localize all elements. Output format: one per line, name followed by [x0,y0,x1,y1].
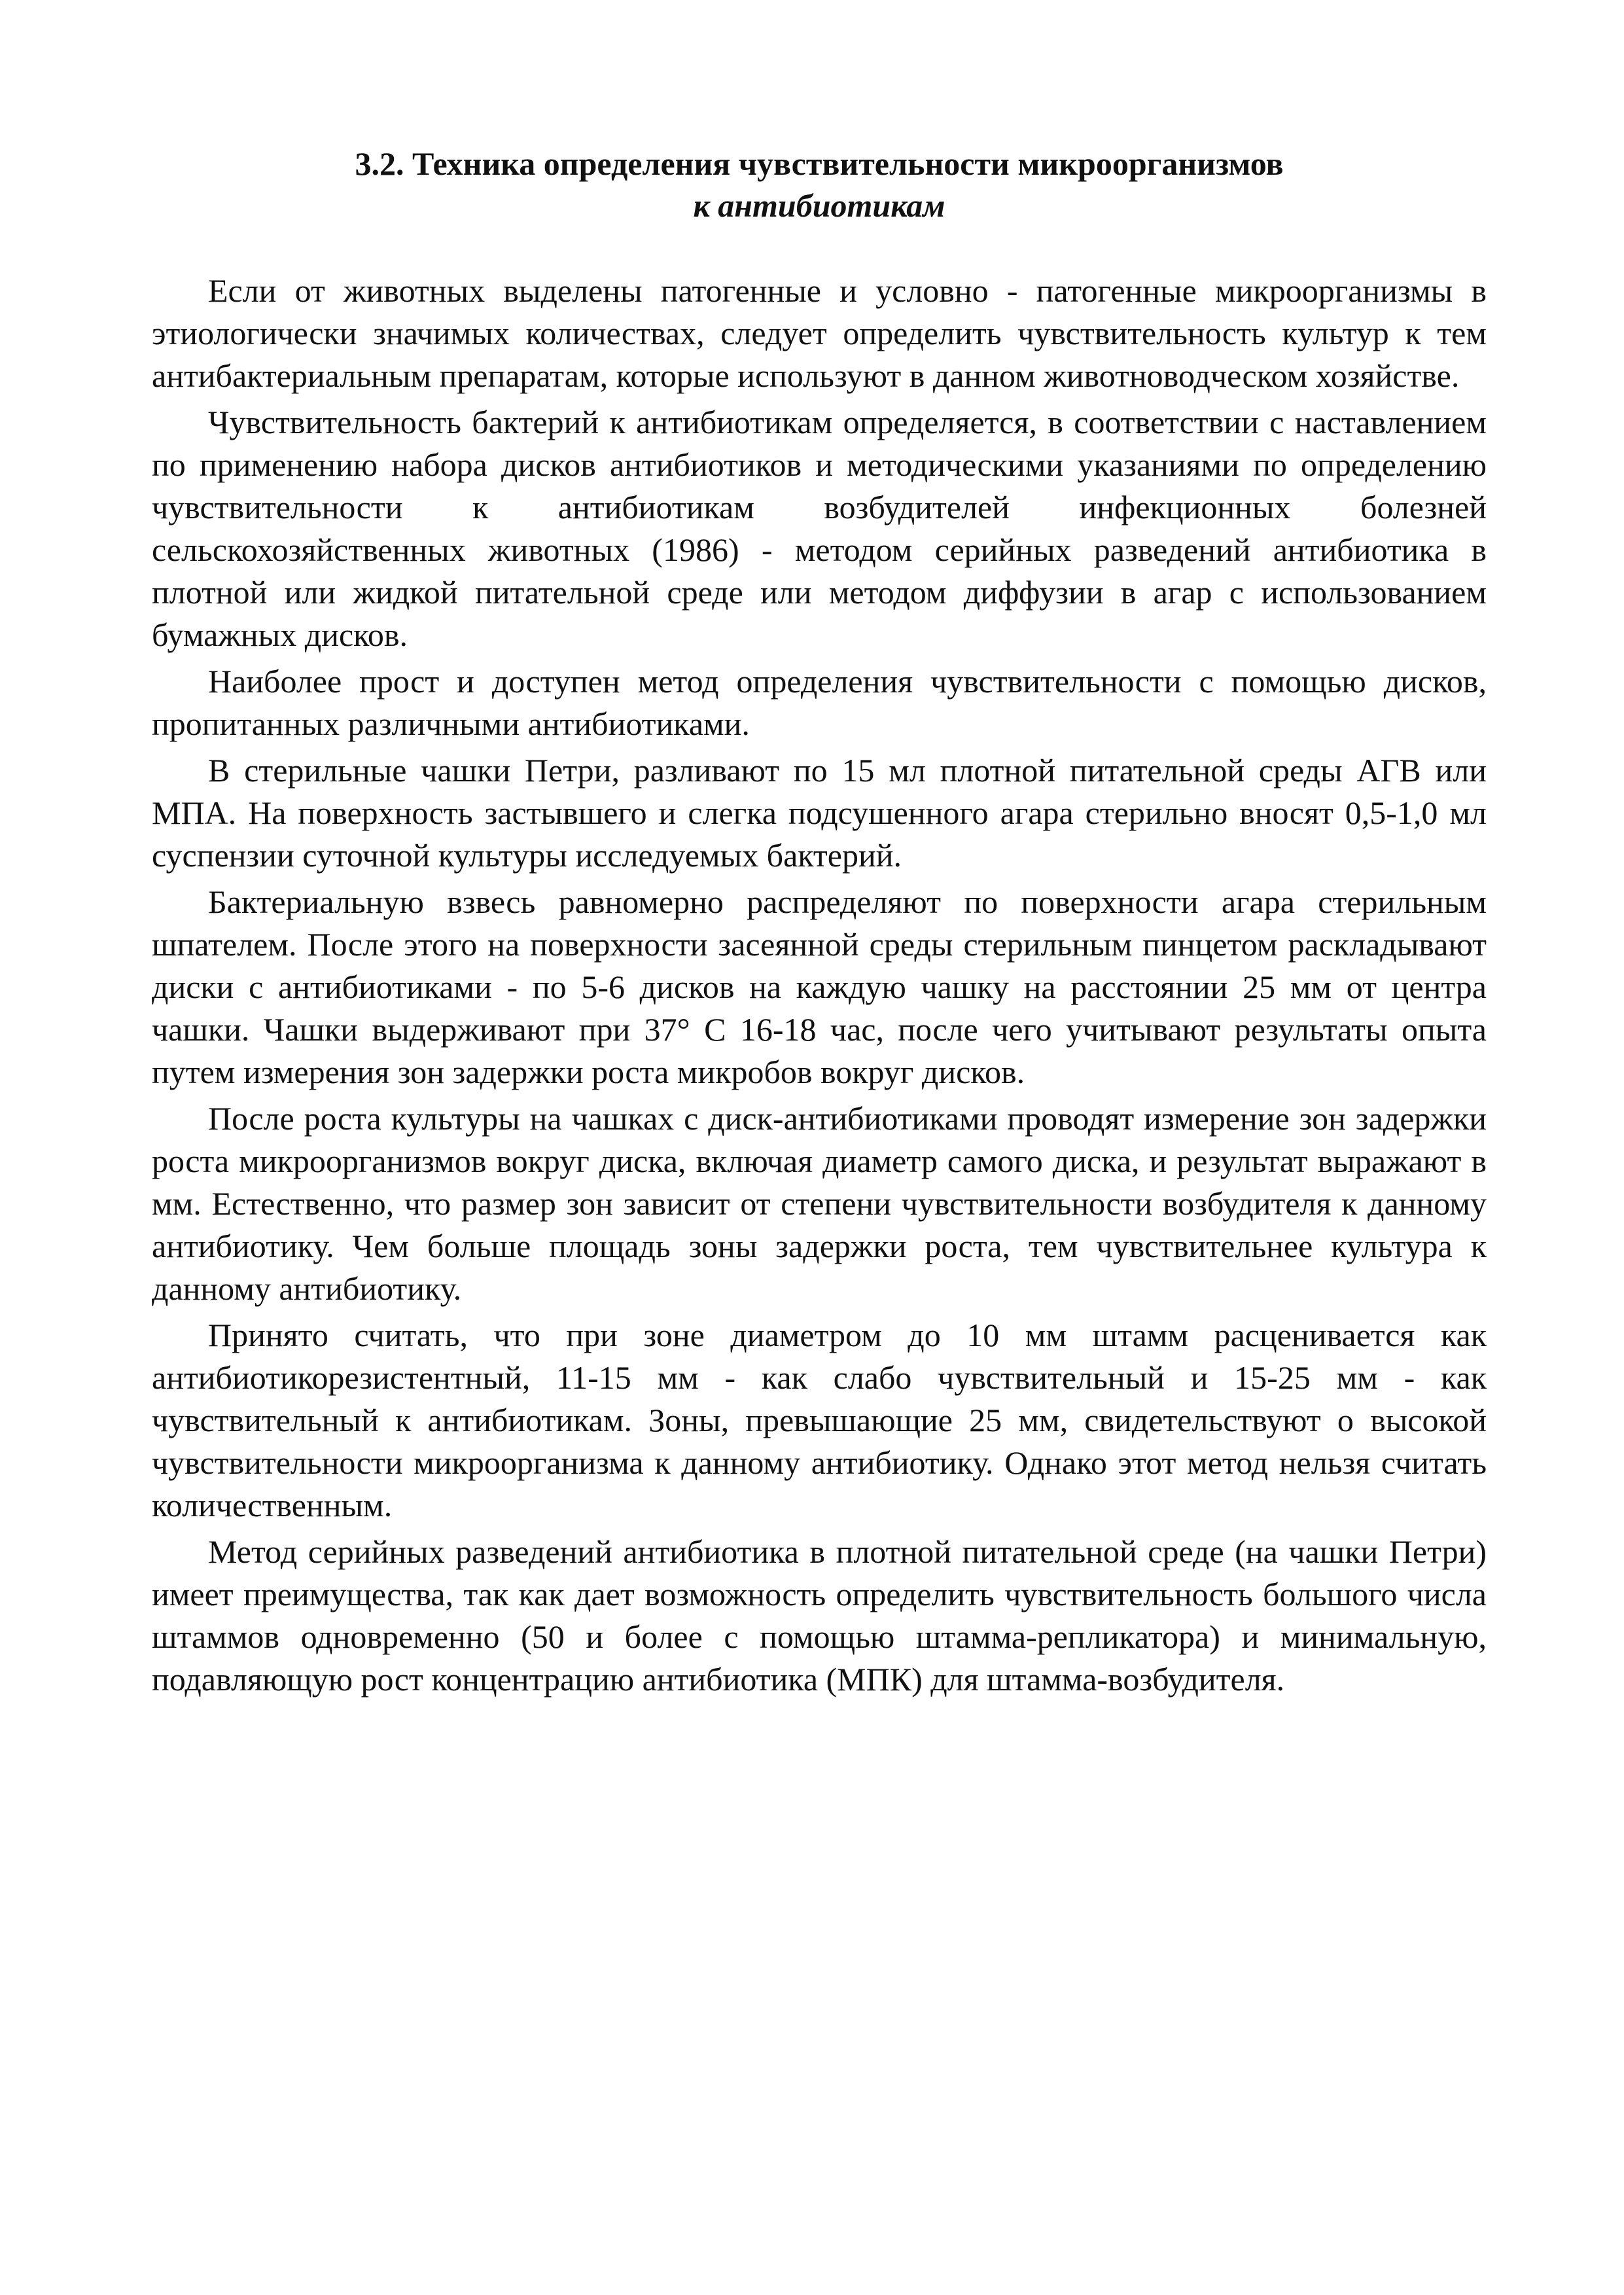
paragraph-1: Если от животных выделены патогенные и условно - патогенные микроорганизмы в этиологически значимых количествах, следует определить чувствительность культур к тем антибактериальным препаратам, которые используют в данном животноводческом хозяйстве. [152,272,1487,394]
section-heading [152,143,1487,226]
paragraph-7: Принято считать, что при зоне диаметром до 10 мм штамм расценивается как антибиотикорезистентный, 11-15 мм - как слабо чувствительный и 15-25 мм - как чувствительный к антибиотикам. Зоны, превышающие 25 мм, свидетельствуют о высокой чувствительности микроорганизма к данному антибиотику. Однако этот метод нельзя считать количественным. [152,1317,1487,1523]
paragraph-2: Чувствительность бактерий к антибиотикам определяется, в соответствии с наставлением по применению набора дисков антибиотиков и методическими указаниями по определению чувствительности к антибиотикам возбудителей инфекционных болезней сельскохозяйственных животных (1986) - методом серийных разведений антибиотика в плотной или жидкой питательной среде или методом диффузии в агар с использованием бумажных дисков. [152,404,1487,653]
paragraph-8: Метод серийных разведений антибиотика в плотной питательной среде (на чашки Петри) имеет преимущества, так как дает возможность определить чувствительность большого числа штаммов одновременно (50 и более с помощью штамма-репликатора) и минимальную, подавляющую рост концентрацию антибиотика (МПК) для штамма-возбудителя. [152,1533,1487,1698]
paragraph-6: После роста культуры на чашках с диск-антибиотиками проводят измерение зон задержки роста микроорганизмов вокруг диска, включая диаметр самого диска, и результат выражают в мм. Естественно, что размер зон зависит от степени чувствительности возбудителя к данному антибиотику. Чем больше площадь зоны задержки роста, тем чувствительнее культура к данному антибиотику. [152,1100,1487,1307]
paragraph-3: Наиболее прост и доступен метод определения чувствительности с помощью дисков, пропитанных различными антибиотиками. [152,663,1487,742]
section-title: 3.2. Техника определения чувствительности микроорганизмов [355,145,1284,182]
paragraph-5: Бактериальную взвесь равномерно распределяют по поверхности агара стерильным шпателем. После этого на поверхности засеянной среды стерильным пинцетом раскладывают диски с антибиотиками - по 5-6 дисков на каждую чашку на расстоянии 25 мм от центра чашки. Чашки выдерживают при 37° С 16-18 час, после чего учитывают результаты опыта путем измерения зон задержки роста микробов вокруг дисков. [152,883,1487,1090]
section-subtitle: к антибиотикам [693,187,945,224]
body-text [152,270,1487,1705]
paragraph-4: В стерильные чашки Петри, разливают по 15 мл плотной питательной среды АГВ или МПА. На поверхность застывшего и слегка подсушенного агара стерильно вносят 0,5-1,0 мл суспензии суточной культуры исследуемых бактерий. [152,752,1487,874]
